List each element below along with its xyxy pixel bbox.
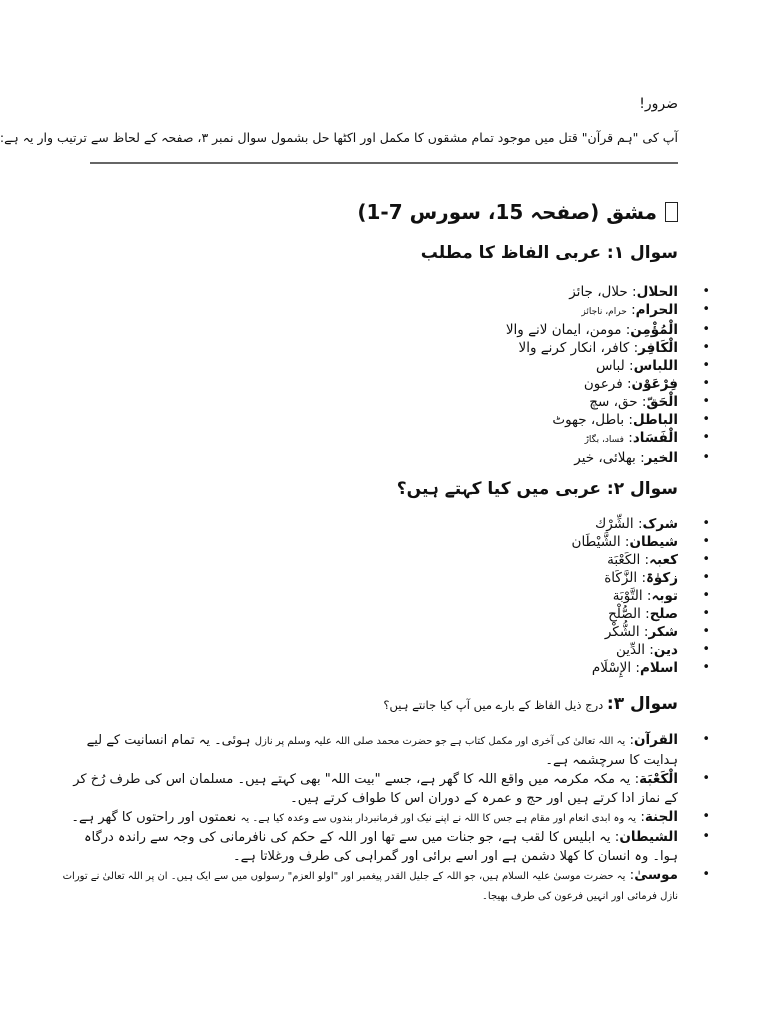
definition-small: یہ وہ ابدی انعام اور مقام ہے جس کا اللہ نے اپنے نیک اور فرمانبردار بندوں سے وعدہ کیا ہے۔ یہ [240,813,637,824]
term: القرآن [634,732,678,748]
definition: یہ ابلیس کا لقب ہے، جو جنات میں سے تھا اور اللہ کے حکم کی نافرمانی کی وجہ سے راندہ درگاہ ہوا۔ وہ انسان کا کھلا دشمن ہے اور اسے برائی اور گمراہی کی طرف ورغلاتا ہے۔ [83,830,678,864]
separator: : [626,302,636,318]
separator: : [631,660,640,676]
definition: ہوئی۔ یہ تمام انسانیت کے لیے ہدایت کا سرچشمہ ہے۔ [86,733,678,768]
list-item [506,429,710,449]
separator: : [635,450,645,466]
meaning: فساد، بگاڑ [584,435,624,445]
list-item [506,357,710,375]
intro-description: آپ کی "ہم قرآن" قتل میں موجود تمام مشقوں کا مکمل اور اکٹھا حل بشمول سوال نمبر ۳، صفحہ کے لحاظ سے ترتیب وار یہ ہے: [0,130,678,145]
list-item [572,641,710,659]
q1-heading: سوال ۱: عربی الفاظ کا مطلب [420,243,678,263]
term: فِرْعَوْن [631,376,678,392]
definition: نعمتوں اور راحتوں کا گھر ہے۔ [71,810,237,825]
list-item [572,605,710,623]
term: شکر [648,624,678,640]
term: الجنة [644,809,678,825]
term: اسلام [639,660,678,676]
meaning: الزَّكَاة [604,570,638,586]
section-title-text: مشق (صفحہ 15، سورس 7-1) [357,200,657,224]
meaning: الإِسْلَام [591,660,632,676]
term: الباطل [632,412,678,428]
separator: : [620,534,630,550]
separator: : [621,322,631,338]
definition: یہ مکہ مکرمہ میں واقع اللہ کا گھر ہے، جسے "بیت اللہ" بھی کہتے ہیں۔ مسلمان اس کی طرف رُخ کر کے نماز ادا کرتے ہیں اور حج و عمرہ کے دوران اس کا طواف کرتے ہیں۔ [73,772,678,806]
separator: : [625,867,635,883]
q2-heading: سوال ۲: عربی میں کیا کہتے ہیں؟ [396,479,678,499]
list-item [572,659,710,677]
separator: : [629,340,639,356]
list-item [506,393,710,411]
separator: : [624,358,634,374]
list-item [60,731,710,770]
definition-small: یہ حضرت موسیٰ علیہ السلام ہیں، جو اللہ کے جلیل القدر پیغمبر اور "اولو العزم" رسولوں میں سے ایک ہیں۔ ان پر اللہ تعالیٰ نے تورات نازل فرمائی اور انہیں فرعون کی طرف بھیجا۔ [62,871,678,902]
q1-list [506,283,710,467]
term: توبہ [651,588,678,604]
meaning: بھلائی، خیر [574,450,636,466]
list-item [506,411,710,429]
meaning: لباس [595,358,625,374]
intro-line: ضرور! [639,96,678,112]
q2-list [572,515,710,677]
q3-heading [383,694,678,714]
term: زکوٰۃ [646,570,678,586]
checkbox-icon [665,202,678,222]
separator: : [622,376,632,392]
separator: : [637,394,647,410]
meaning: الصُّلْح [608,606,641,622]
q3-heading-rest: درج ذیل الفاظ کے بارے میں آپ کیا جانتے ہیں؟ [383,698,607,712]
term: دین [653,642,678,658]
meaning: الكَعْبَة [607,552,641,568]
list-item [572,533,710,551]
meaning: الشِّرْك [595,516,634,532]
divider [90,162,678,164]
list-item [506,283,710,301]
term: الحلال [636,284,678,300]
separator: : [645,642,654,658]
meaning: حلال، جائز [569,284,628,300]
term: الْمُؤْمِن [630,322,678,338]
separator: : [639,624,649,640]
list-item [506,449,710,467]
separator: : [636,809,645,825]
separator: : [642,588,652,604]
separator: : [633,516,643,532]
term: الخير [644,450,678,466]
term: الحرام [635,302,678,318]
list-item [572,623,710,641]
term: صلح [649,606,678,622]
list-item [572,587,710,605]
list-item [506,321,710,339]
list-item [506,375,710,393]
section-title [357,200,678,224]
meaning: فرعون [583,376,623,392]
term: موسیٰ [634,867,678,883]
definition-small: یہ اللہ تعالیٰ کی آخری اور مکمل کتاب ہے جو حضرت محمد صلی اللہ علیہ وسلم پر نازل [254,736,626,747]
list-item [572,569,710,587]
separator: : [624,412,633,428]
separator: : [624,430,633,446]
separator: : [640,606,650,622]
meaning: الشُّكْر [604,624,640,640]
list-item [60,828,710,866]
q3-heading-bold: سوال ۳: [606,694,678,714]
term: الْكَعْبَة [639,771,678,787]
term: اللباس [633,358,678,374]
separator: : [625,732,635,748]
list-item [572,551,710,569]
meaning: الشَّيْطَان [571,534,621,550]
list-item [572,515,710,533]
term: کعبہ [649,552,678,568]
term: الْفَسَاد [632,430,678,446]
separator: : [627,284,637,300]
separator: : [637,570,646,586]
list-item [506,301,710,321]
list-item [60,808,710,828]
term: شیطان [629,534,678,550]
meaning: باطل، جھوٹ [552,412,625,428]
meaning: کافر، انکار کرنے والا [518,340,630,356]
meaning: التَّوْبَة [612,588,643,604]
q3-list [60,731,710,906]
separator: : [640,552,650,568]
meaning: مومن، ایمان لانے والا [505,322,622,338]
term: الْحَقّ [646,394,678,410]
list-item [60,866,710,906]
meaning: حرام، ناجائز [581,307,627,317]
list-item [60,770,710,808]
separator: : [610,829,620,845]
term: شرک [642,516,678,532]
separator: : [630,771,640,787]
meaning: حق، سچ [589,394,638,410]
list-item [506,339,710,357]
meaning: الدِّين [616,642,645,658]
term: الشیطان [619,829,678,845]
term: الْكَافِر [638,340,678,356]
